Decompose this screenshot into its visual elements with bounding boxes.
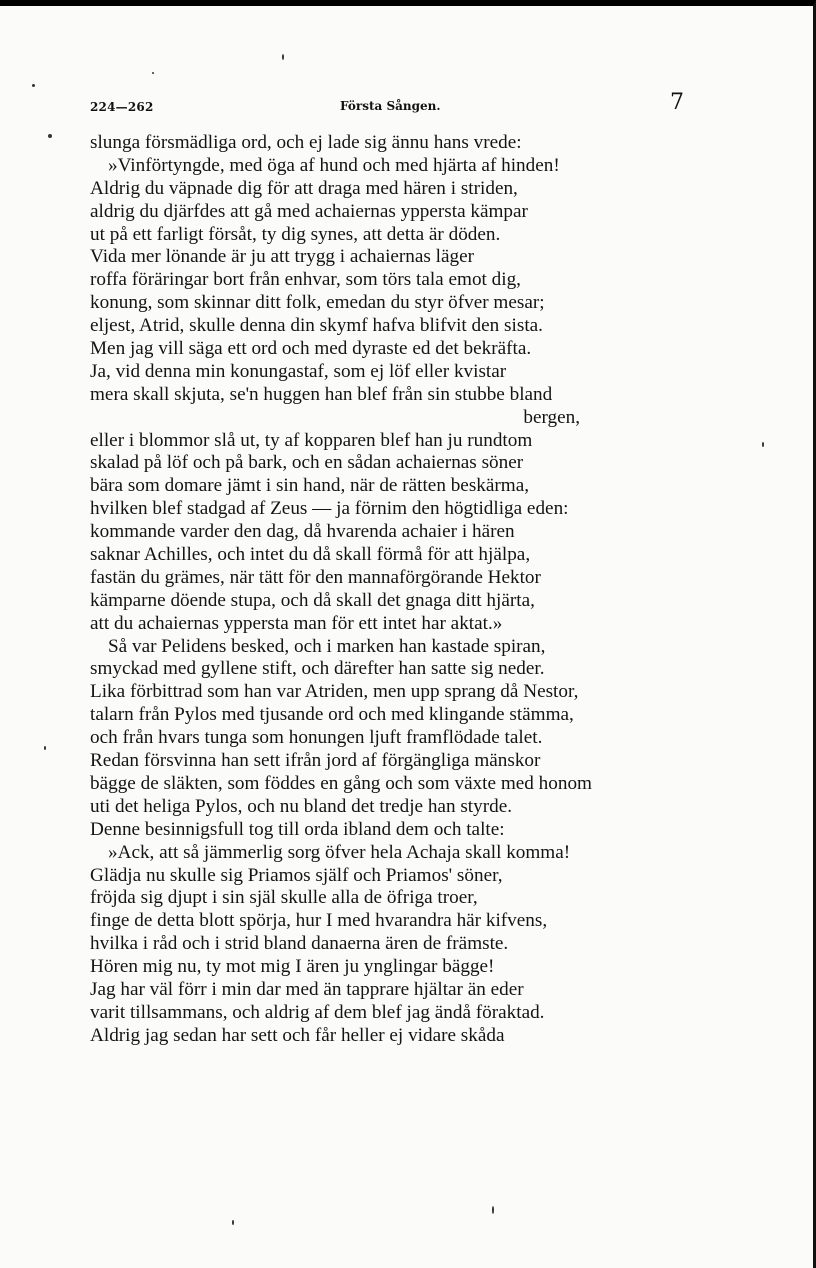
verse-line: eller i blommor slå ut, ty af kopparen blef han ju rundtom [90, 429, 533, 451]
verse-line: skalad på löf och på bark, och en sådan achaiernas söner [90, 452, 524, 474]
verse-line: Men jag vill säga ett ord och med dyraste ed det bekräfta. [90, 338, 532, 360]
verse-line: Glädja nu skulle sig Priamos själf och Priamos' söner, [90, 864, 503, 886]
verse-line: slunga försmädliga ord, och ej lade sig ännu hans vrede: [90, 132, 522, 153]
scan-speck [762, 442, 764, 447]
verse-line: hvilken blef stadgad af Zeus — ja förnim den högtidliga eden: [90, 498, 569, 520]
verse-line: varit tillsammans, och aldrig af dem blef jag ändå föraktad. [90, 1001, 545, 1023]
scan-speck [152, 72, 154, 74]
verse-line: Denne besinnigsfull tog till orda ibland dem och talte: [90, 818, 505, 840]
verse-line: talarn från Pylos med tjusande ord och med klingande stämma, [90, 704, 574, 726]
verse-line-overflow: bergen, [523, 406, 580, 428]
verse-line: fastän du grämes, när tätt för den mannaförgörande Hektor [90, 566, 541, 588]
line-range: 224—262 [90, 100, 154, 114]
verse-line: Jag har väl förr i min dar med än tapprare hjältar än eder [90, 978, 524, 1000]
verse-line: uti det heliga Pylos, och nu bland det tredje han styrde. [90, 795, 513, 817]
verse-line: Hören mig nu, ty mot mig I ären ju ynglingar bägge! [90, 956, 495, 978]
poem-text [90, 132, 690, 1048]
page-number: 7 [670, 90, 684, 115]
verse-line: mera skall skjuta, se'n huggen han blef från sin stubbe bland [90, 383, 553, 405]
verse-line: ut på ett farligt försåt, ty dig synes, att detta är döden. [90, 223, 501, 245]
verse-line: Aldrig du väpnade dig för att draga med hären i striden, [90, 177, 518, 199]
scan-speck [232, 1220, 234, 1225]
verse-line: Redan försvinna han sett ifrån jord af förgängliga mänskor [90, 750, 541, 772]
verse-line: aldrig du djärfdes att gå med achaiernas yppersta kämpar [90, 200, 528, 222]
verse-line: bära som domare jämt i sin hand, när de rätten beskärma, [90, 475, 530, 497]
scan-speck [32, 84, 35, 87]
verse-line: att du achaiernas yppersta man för ett intet har aktat.» [90, 612, 503, 634]
verse-line: finge de detta blott spörja, hur I med hvarandra här kifvens, [90, 910, 548, 932]
scan-speck [44, 746, 46, 750]
verse-line: »Vinförtyngde, med öga af hund och med hjärta af hinden! [108, 154, 560, 176]
verse-line: hvilka i råd och i strid bland danaerna ären de främste. [90, 933, 509, 955]
scan-speck [282, 54, 284, 60]
verse-line: smyckad med gyllene stift, och därefter han satte sig neder. [90, 658, 545, 680]
verse-line: Vida mer lönande är ju att trygg i achaiernas läger [90, 246, 475, 268]
scan-speck [48, 134, 52, 138]
verse-line: roffa föräringar bort från enhvar, som törs tala emot dig, [90, 269, 521, 291]
verse-line: Ja, vid denna min konungastaf, som ej löf eller kvistar [90, 360, 507, 382]
scan-speck [492, 1206, 494, 1214]
verse-line: »Ack, att så jämmerlig sorg öfver hela Achaja skall komma! [108, 841, 571, 863]
verse-line: konung, som skinnar ditt folk, emedan du styr öfver mesar; [90, 292, 545, 314]
verse-line: och från hvars tunga som honungen ljuft framflödade talet. [90, 727, 543, 749]
verse-line: fröjda sig djupt i sin själ skulle alla de öfriga troer, [90, 887, 478, 909]
verse-line: eljest, Atrid, skulle denna din skymf hafva blifvit den sista. [90, 315, 543, 337]
verse-line: kämparne döende stupa, och då skall det gnaga ditt hjärta, [90, 589, 535, 611]
verse-line: bägge de släkten, som föddes en gång och som växte med honom [90, 772, 592, 794]
verse-line: Så var Pelidens besked, och i marken han kastade spiran, [108, 635, 546, 657]
verse-line: kommande varder den dag, då hvarenda achaier i hären [90, 521, 515, 543]
running-title: Första Sången. [340, 99, 441, 113]
verse-line: saknar Achilles, och intet du då skall förmå för att hjälpa, [90, 544, 531, 566]
page-header [90, 90, 690, 120]
verse-line: Aldrig jag sedan har sett och får heller ej vidare skåda [90, 1024, 505, 1046]
verse-line: Lika förbittrad som han var Atriden, men upp sprang då Nestor, [90, 681, 579, 703]
